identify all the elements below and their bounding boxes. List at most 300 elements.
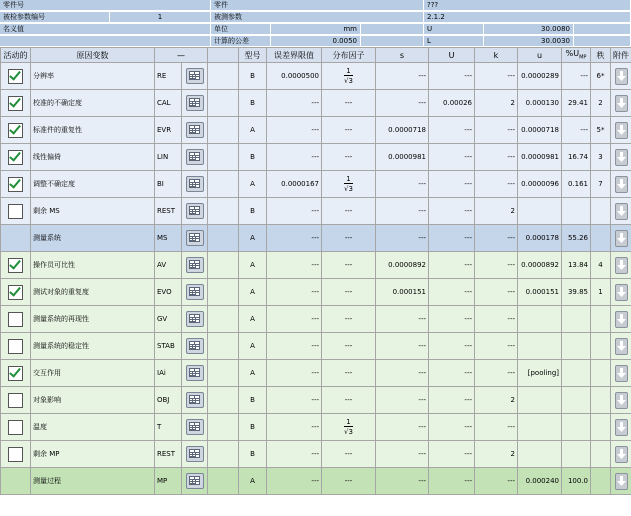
download-arrow-icon[interactable]: [615, 311, 628, 328]
button-cell: [182, 198, 208, 225]
U-cell[interactable]: 0.00026: [429, 90, 475, 117]
rank-cell: 1: [591, 279, 611, 306]
nominal-value[interactable]: [361, 24, 424, 35]
active-checkbox[interactable]: [8, 285, 23, 300]
button-cell: [182, 441, 208, 468]
attach-cell: [611, 252, 631, 279]
table-row: [1, 171, 631, 198]
calculator-icon[interactable]: [186, 365, 204, 381]
calculator-icon[interactable]: [186, 473, 204, 489]
U-cell[interactable]: ---: [429, 225, 475, 252]
col-blank: [208, 48, 239, 63]
active-cell: [1, 144, 31, 171]
limit-cell[interactable]: ---: [267, 306, 322, 333]
attach-cell: [611, 306, 631, 333]
col-k: k: [475, 48, 518, 63]
s-cell[interactable]: 0.000151: [376, 279, 429, 306]
type-cell[interactable]: A: [239, 306, 267, 333]
k-cell[interactable]: ---: [475, 117, 518, 144]
attach-cell: [611, 414, 631, 441]
limit-cell[interactable]: ---: [267, 414, 322, 441]
active-cell: [1, 63, 31, 90]
type-cell[interactable]: A: [239, 360, 267, 387]
s-cell[interactable]: ---: [376, 333, 429, 360]
tolerance-spare: [361, 36, 424, 47]
col-rank: 秩: [591, 48, 611, 63]
button-cell: [182, 333, 208, 360]
k-cell[interactable]: ---: [475, 333, 518, 360]
type-cell[interactable]: B: [239, 414, 267, 441]
pct-cell: [562, 333, 591, 360]
pct-cell: [562, 414, 591, 441]
table-row: [1, 306, 631, 333]
limit-cell[interactable]: ---: [267, 468, 322, 495]
download-arrow-icon[interactable]: [615, 257, 628, 274]
download-arrow-icon[interactable]: [615, 365, 628, 382]
col-source: 原因变数: [31, 48, 155, 63]
k-cell[interactable]: 2: [475, 387, 518, 414]
limit-cell[interactable]: ---: [267, 198, 322, 225]
active-checkbox[interactable]: [8, 177, 23, 192]
rank-cell: [591, 414, 611, 441]
k-cell[interactable]: ---: [475, 414, 518, 441]
u-cell: 0.0000981: [518, 144, 562, 171]
source-abbr: MP: [155, 468, 182, 495]
pct-cell: 55.26: [562, 225, 591, 252]
dist-cell[interactable]: ---: [322, 279, 376, 306]
active-cell: [1, 360, 31, 387]
type-cell[interactable]: A: [239, 333, 267, 360]
k-cell[interactable]: 2: [475, 441, 518, 468]
active-checkbox[interactable]: [8, 312, 23, 327]
blank-cell: [208, 468, 239, 495]
s-cell[interactable]: ---: [376, 441, 429, 468]
l-label: L: [424, 36, 484, 47]
col-dist: 分布因子: [322, 48, 376, 63]
s-cell[interactable]: ---: [376, 387, 429, 414]
col-U: U: [429, 48, 475, 63]
button-cell: [182, 360, 208, 387]
U-cell[interactable]: ---: [429, 144, 475, 171]
u-cell: 0.0000892: [518, 252, 562, 279]
source-abbr: RE: [155, 63, 182, 90]
type-cell[interactable]: B: [239, 90, 267, 117]
param-no-value[interactable]: 1: [110, 12, 211, 23]
pct-cell: 39.85: [562, 279, 591, 306]
source-name: 剩余 MP: [31, 441, 155, 468]
calculator-icon[interactable]: [186, 446, 204, 462]
button-cell: [182, 90, 208, 117]
s-cell[interactable]: ---: [376, 171, 429, 198]
active-cell: [1, 333, 31, 360]
U-cell[interactable]: ---: [429, 279, 475, 306]
s-cell[interactable]: ---: [376, 63, 429, 90]
s-cell[interactable]: ---: [376, 306, 429, 333]
calculator-icon[interactable]: [186, 68, 204, 84]
dist-cell[interactable]: [322, 63, 376, 90]
blank-cell: [208, 171, 239, 198]
k-cell[interactable]: ---: [475, 279, 518, 306]
dist-cell[interactable]: ---: [322, 441, 376, 468]
source-name: 测量系统的稳定性: [31, 333, 155, 360]
rank-cell: 2: [591, 90, 611, 117]
active-cell: [1, 279, 31, 306]
active-checkbox[interactable]: [8, 69, 23, 84]
source-name: 线性偏倚: [31, 144, 155, 171]
header-panel: [0, 0, 631, 47]
u-cell: 0.000130: [518, 90, 562, 117]
download-arrow-icon[interactable]: [615, 338, 628, 355]
attach-cell: [611, 225, 631, 252]
col-type: 型号: [239, 48, 267, 63]
calculator-icon[interactable]: [186, 122, 204, 138]
limit-cell[interactable]: ---: [267, 252, 322, 279]
button-cell: [182, 468, 208, 495]
u-label: U: [424, 24, 484, 35]
k-cell[interactable]: ---: [475, 306, 518, 333]
U-cell[interactable]: ---: [429, 117, 475, 144]
U-cell[interactable]: ---: [429, 414, 475, 441]
rank-cell: [591, 333, 611, 360]
button-cell: [182, 306, 208, 333]
dist-cell[interactable]: ---: [322, 225, 376, 252]
rank-cell: 4: [591, 252, 611, 279]
U-cell[interactable]: ---: [429, 171, 475, 198]
button-cell: [182, 279, 208, 306]
limit-cell[interactable]: ---: [267, 90, 322, 117]
calculator-icon[interactable]: [186, 392, 204, 408]
source-name: 剩余 MS: [31, 198, 155, 225]
u-cell: 0.0000096: [518, 171, 562, 198]
attach-cell: [611, 171, 631, 198]
s-cell[interactable]: ---: [376, 90, 429, 117]
param-value[interactable]: 2.1.2: [424, 12, 631, 23]
param-no-label: 被检参数编号: [0, 12, 110, 23]
s-cell[interactable]: ---: [376, 414, 429, 441]
active-checkbox[interactable]: [8, 204, 23, 219]
k-cell[interactable]: ---: [475, 144, 518, 171]
blank-cell: [208, 144, 239, 171]
rank-cell: [591, 441, 611, 468]
dist-cell[interactable]: ---: [322, 117, 376, 144]
source-name: 操作员可比性: [31, 252, 155, 279]
type-cell[interactable]: A: [239, 468, 267, 495]
pct-cell: ---: [562, 117, 591, 144]
calculator-icon[interactable]: [186, 149, 204, 165]
button-cell: [182, 171, 208, 198]
dist-cell[interactable]: [322, 414, 376, 441]
tolerance-value[interactable]: 0.0050: [271, 36, 361, 47]
dist-cell[interactable]: ---: [322, 360, 376, 387]
s-cell[interactable]: 0.0000718: [376, 117, 429, 144]
source-name: 测量过程: [31, 468, 155, 495]
active-checkbox[interactable]: [8, 420, 23, 435]
blank-cell: [208, 306, 239, 333]
download-arrow-icon[interactable]: [615, 149, 628, 166]
active-checkbox[interactable]: [8, 393, 23, 408]
k-cell[interactable]: 2: [475, 198, 518, 225]
calculator-icon[interactable]: [186, 338, 204, 354]
u-cell: 0.000151: [518, 279, 562, 306]
button-cell: [182, 117, 208, 144]
active-checkbox[interactable]: [8, 447, 23, 462]
limit-cell[interactable]: 0.0000500: [267, 63, 322, 90]
active-checkbox[interactable]: [8, 339, 23, 354]
attach-cell: [611, 360, 631, 387]
rank-cell: [591, 306, 611, 333]
unit-label: 单位: [211, 24, 271, 35]
attach-cell: [611, 117, 631, 144]
k-cell[interactable]: 2: [475, 90, 518, 117]
u-cell: [518, 387, 562, 414]
k-cell[interactable]: ---: [475, 360, 518, 387]
source-abbr: EVO: [155, 279, 182, 306]
U-cell[interactable]: ---: [429, 198, 475, 225]
source-name: 测试对象的重复度: [31, 279, 155, 306]
rank-cell: [591, 198, 611, 225]
table-row: [1, 387, 631, 414]
table-row: [1, 63, 631, 90]
active-cell: [1, 171, 31, 198]
table-row: [1, 144, 631, 171]
part-no-label: 零件号: [0, 0, 211, 11]
download-arrow-icon[interactable]: [615, 284, 628, 301]
limit-cell[interactable]: ---: [267, 387, 322, 414]
type-cell[interactable]: B: [239, 144, 267, 171]
table-row: [1, 360, 631, 387]
distribution-fraction: $\frac{1}{√3}$: [344, 175, 353, 193]
type-cell[interactable]: A: [239, 252, 267, 279]
l-value[interactable]: 30.0030: [484, 36, 574, 47]
U-cell[interactable]: ---: [429, 468, 475, 495]
source-abbr: STAB: [155, 333, 182, 360]
U-cell[interactable]: ---: [429, 387, 475, 414]
attach-cell: [611, 468, 631, 495]
button-cell: [182, 252, 208, 279]
pct-cell: 13.84: [562, 252, 591, 279]
source-abbr: T: [155, 414, 182, 441]
blank-cell: [208, 225, 239, 252]
calculator-icon[interactable]: [186, 419, 204, 435]
download-arrow-icon[interactable]: [615, 122, 628, 139]
k-cell[interactable]: ---: [475, 171, 518, 198]
source-name: 交互作用: [31, 360, 155, 387]
type-cell[interactable]: A: [239, 171, 267, 198]
U-cell[interactable]: ---: [429, 63, 475, 90]
limit-cell[interactable]: ---: [267, 333, 322, 360]
source-name: 调整不确定度: [31, 171, 155, 198]
download-arrow-icon[interactable]: [615, 419, 628, 436]
download-arrow-icon[interactable]: [615, 95, 628, 112]
limit-cell[interactable]: ---: [267, 360, 322, 387]
limit-cell[interactable]: ---: [267, 225, 322, 252]
source-name: 温度: [31, 414, 155, 441]
pct-cell: [562, 198, 591, 225]
dist-cell[interactable]: ---: [322, 333, 376, 360]
download-arrow-icon[interactable]: [615, 176, 628, 193]
type-cell[interactable]: B: [239, 441, 267, 468]
active-checkbox[interactable]: [8, 150, 23, 165]
attach-cell: [611, 441, 631, 468]
active-cell: [1, 387, 31, 414]
table-header-row: [1, 48, 631, 63]
type-cell[interactable]: B: [239, 198, 267, 225]
u-cell: 0.000240: [518, 468, 562, 495]
active-checkbox[interactable]: [8, 96, 23, 111]
download-arrow-icon[interactable]: [615, 68, 628, 85]
table-row: [1, 414, 631, 441]
dist-cell[interactable]: ---: [322, 387, 376, 414]
download-arrow-icon[interactable]: [615, 446, 628, 463]
limit-cell[interactable]: ---: [267, 279, 322, 306]
col-dash: —: [155, 48, 208, 63]
tolerance-label: 计算的公差: [211, 36, 271, 47]
source-abbr: IAi: [155, 360, 182, 387]
col-u: u: [518, 48, 562, 63]
source-abbr: CAL: [155, 90, 182, 117]
active-cell: [1, 441, 31, 468]
rank-cell: [591, 387, 611, 414]
active-cell: [1, 252, 31, 279]
s-cell[interactable]: ---: [376, 468, 429, 495]
active-cell: [1, 468, 31, 495]
rank-cell: 7: [591, 171, 611, 198]
col-limit: 误差界限值: [267, 48, 322, 63]
U-cell[interactable]: ---: [429, 360, 475, 387]
s-cell[interactable]: ---: [376, 360, 429, 387]
source-abbr: GV: [155, 306, 182, 333]
u-cell: [518, 198, 562, 225]
pct-cell: [562, 360, 591, 387]
u-value[interactable]: 30.0080: [484, 24, 574, 35]
U-cell[interactable]: ---: [429, 306, 475, 333]
U-cell[interactable]: ---: [429, 333, 475, 360]
source-abbr: EVR: [155, 117, 182, 144]
attach-cell: [611, 333, 631, 360]
s-cell[interactable]: 0.0000981: [376, 144, 429, 171]
button-cell: [182, 225, 208, 252]
active-cell: [1, 90, 31, 117]
source-name: 测量系统的再现性: [31, 306, 155, 333]
limit-cell[interactable]: ---: [267, 144, 322, 171]
dist-cell[interactable]: [322, 171, 376, 198]
download-arrow-icon[interactable]: [615, 473, 628, 490]
calculator-icon[interactable]: [186, 284, 204, 300]
dist-cell[interactable]: ---: [322, 252, 376, 279]
pct-cell: 100.0: [562, 468, 591, 495]
part-value[interactable]: ???: [424, 0, 631, 11]
l-spare: [574, 36, 631, 47]
dist-cell[interactable]: ---: [322, 144, 376, 171]
calculator-icon[interactable]: [186, 311, 204, 327]
col-attach: 附件: [611, 48, 631, 63]
calculator-icon[interactable]: [186, 203, 204, 219]
limit-cell[interactable]: ---: [267, 117, 322, 144]
limit-cell[interactable]: ---: [267, 441, 322, 468]
s-cell[interactable]: ---: [376, 225, 429, 252]
source-name: 校准的不确定度: [31, 90, 155, 117]
calculator-icon[interactable]: [186, 95, 204, 111]
dist-cell[interactable]: ---: [322, 306, 376, 333]
attach-cell: [611, 63, 631, 90]
button-cell: [182, 144, 208, 171]
distribution-fraction: $\frac{1}{√3}$: [344, 418, 353, 436]
type-cell[interactable]: A: [239, 225, 267, 252]
dist-cell[interactable]: ---: [322, 198, 376, 225]
u-cell: [518, 333, 562, 360]
type-cell[interactable]: A: [239, 117, 267, 144]
blank-cell: [208, 90, 239, 117]
k-cell[interactable]: ---: [475, 468, 518, 495]
spacer-cell: [0, 36, 211, 47]
blank-cell: [208, 414, 239, 441]
u-cell: 0.0000289: [518, 63, 562, 90]
dist-cell[interactable]: ---: [322, 90, 376, 117]
active-cell: [1, 198, 31, 225]
type-cell[interactable]: B: [239, 63, 267, 90]
download-arrow-icon[interactable]: [615, 203, 628, 220]
rank-cell: [591, 468, 611, 495]
k-cell[interactable]: ---: [475, 252, 518, 279]
type-cell[interactable]: A: [239, 279, 267, 306]
calculator-icon[interactable]: [186, 176, 204, 192]
rank-cell: [591, 360, 611, 387]
source-name: 测量系统: [31, 225, 155, 252]
active-cell: [1, 306, 31, 333]
source-abbr: OBJ: [155, 387, 182, 414]
U-cell[interactable]: ---: [429, 252, 475, 279]
table-row: [1, 90, 631, 117]
dist-cell[interactable]: ---: [322, 468, 376, 495]
active-checkbox[interactable]: [8, 258, 23, 273]
pct-cell: 0.161: [562, 171, 591, 198]
rank-cell: [591, 225, 611, 252]
source-abbr: BI: [155, 171, 182, 198]
uncertainty-table: [0, 47, 631, 495]
s-cell[interactable]: 0.0000892: [376, 252, 429, 279]
blank-cell: [208, 252, 239, 279]
blank-cell: [208, 333, 239, 360]
param-label: 被测参数: [211, 12, 424, 23]
attach-cell: [611, 387, 631, 414]
k-cell[interactable]: ---: [475, 225, 518, 252]
part-label: 零件: [211, 0, 424, 11]
active-checkbox[interactable]: [8, 123, 23, 138]
u-cell: [518, 306, 562, 333]
download-arrow-icon[interactable]: [615, 230, 628, 247]
blank-cell: [208, 387, 239, 414]
blank-cell: [208, 441, 239, 468]
blank-cell: [208, 279, 239, 306]
U-cell[interactable]: ---: [429, 441, 475, 468]
calculator-icon[interactable]: [186, 230, 204, 246]
s-cell[interactable]: ---: [376, 198, 429, 225]
source-name: 对象影响: [31, 387, 155, 414]
k-cell[interactable]: ---: [475, 63, 518, 90]
download-arrow-icon[interactable]: [615, 392, 628, 409]
table-row: [1, 252, 631, 279]
unit-value[interactable]: mm: [271, 24, 361, 35]
calculator-icon[interactable]: [186, 257, 204, 273]
type-cell[interactable]: B: [239, 387, 267, 414]
col-pct: $\%U_{MP}$: [562, 48, 591, 63]
pct-cell: [562, 306, 591, 333]
pct-cell: 29.41: [562, 90, 591, 117]
active-checkbox[interactable]: [8, 366, 23, 381]
source-abbr: REST: [155, 441, 182, 468]
limit-cell[interactable]: 0.0000167: [267, 171, 322, 198]
blank-cell: [208, 360, 239, 387]
